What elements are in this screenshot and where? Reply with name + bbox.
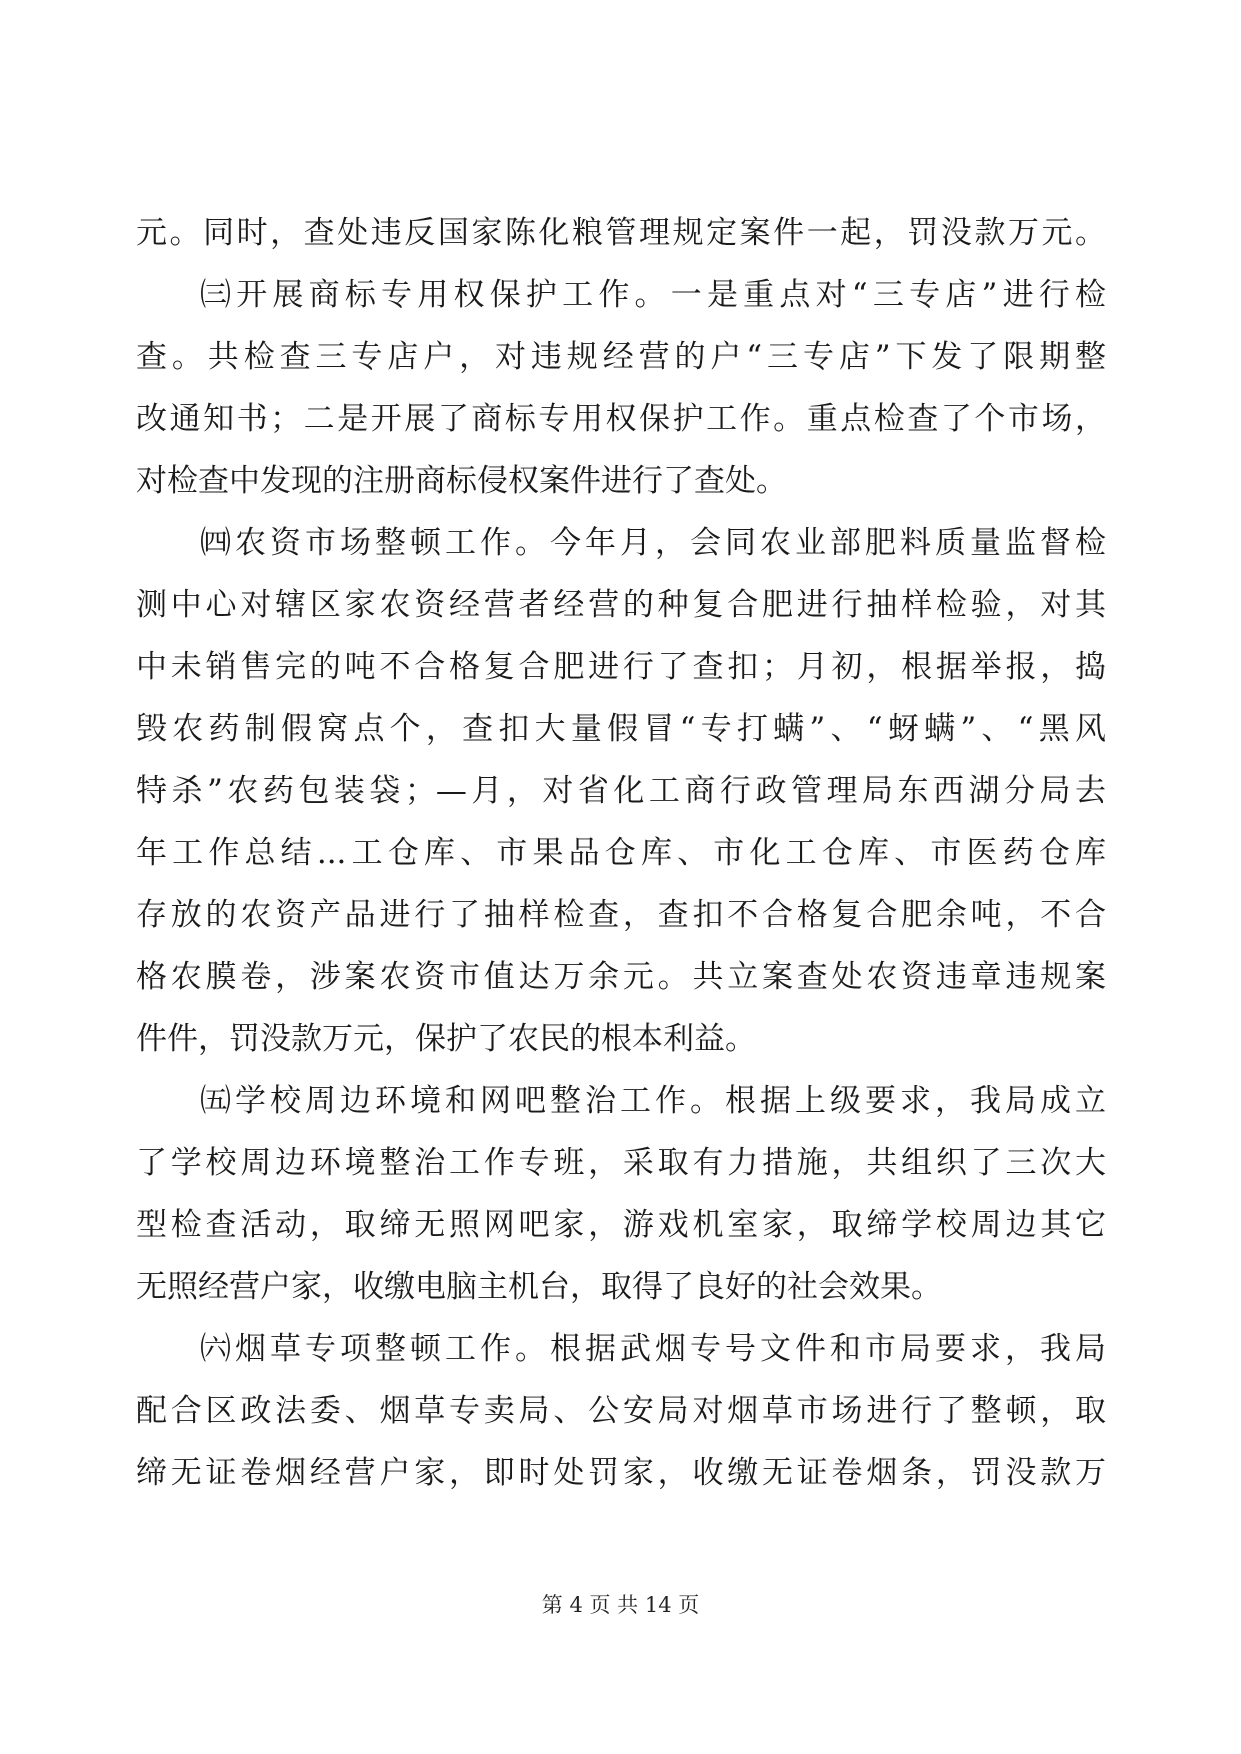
- text-line: 件件，罚没款万元，保护了农民的根本利益。: [136, 1021, 756, 1057]
- text-line: 年工作总结...工仓库、市果品仓库、市化工仓库、市医药仓库: [136, 835, 1106, 871]
- text-line: 缔无证卷烟经营户家，即时处罚家，收缴无证卷烟条，罚没款万: [136, 1455, 1106, 1491]
- text-line: 改通知书；二是开展了商标专用权保护工作。重点检查了个市场，: [136, 401, 1106, 437]
- text-line: 测中心对辖区家农资经营者经营的种复合肥进行抽样检验，对其: [136, 587, 1106, 623]
- text-line: ㈣农资市场整顿工作。今年月，会同农业部肥料质量监督检: [200, 525, 1106, 561]
- text-line: 配合区政法委、烟草专卖局、公安局对烟草市场进行了整顿，取: [136, 1393, 1106, 1429]
- page-footer: 第 4 页 共 14 页: [541, 1593, 700, 1617]
- text-line: 毁农药制假窝点个，查扣大量假冒“专打螨”、“蚜螨”、“黑风: [136, 711, 1106, 747]
- text-line: 中未销售完的吨不合格复合肥进行了查扣；月初，根据举报，捣: [136, 649, 1106, 685]
- text-line: ㈥烟草专项整顿工作。根据武烟专号文件和市局要求，我局: [200, 1331, 1106, 1367]
- text-line: 了学校周边环境整治工作专班，采取有力措施，共组织了三次大: [136, 1145, 1106, 1181]
- text-line: ㈤学校周边环境和网吧整治工作。根据上级要求，我局成立: [200, 1083, 1106, 1119]
- text-line: 存放的农资产品进行了抽样检查，查扣不合格复合肥余吨，不合: [136, 897, 1106, 933]
- text-line: 特杀”农药包装袋；—月，对省化工商行政管理局东西湖分局去: [136, 773, 1106, 809]
- text-line: 格农膜卷，涉案农资市值达万余元。共立案查处农资违章违规案: [136, 959, 1106, 995]
- text-line: 无照经营户家，收缴电脑主机台，取得了良好的社会效果。: [136, 1269, 942, 1305]
- text-line: 元。同时，查处违反国家陈化粮管理规定案件一起，罚没款万元。: [136, 215, 1106, 251]
- text-line: 型检查活动，取缔无照网吧家，游戏机室家，取缔学校周边其它: [136, 1207, 1106, 1243]
- text-line: ㈢开展商标专用权保护工作。一是重点对“三专店”进行检: [200, 277, 1106, 313]
- text-line: 对检查中发现的注册商标侵权案件进行了查处。: [136, 463, 787, 499]
- text-line: 查。共检查三专店户，对违规经营的户“三专店”下发了限期整: [136, 339, 1106, 375]
